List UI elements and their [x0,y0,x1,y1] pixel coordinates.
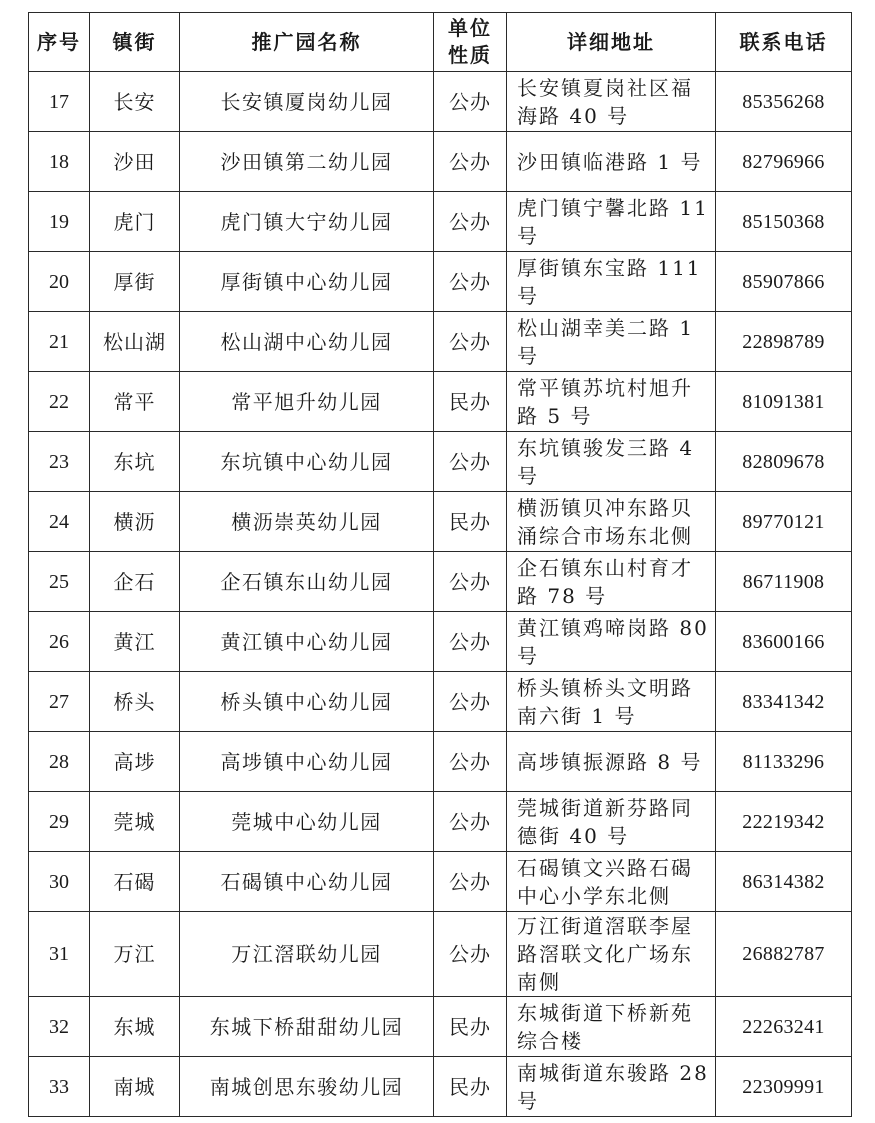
row-number: 26 [29,612,90,672]
header-type-line1: 单位 [448,16,492,40]
header-no: 序号 [29,13,90,72]
address-cell: 松山湖幸美二路 1 号 [507,312,716,372]
type-cell: 民办 [434,1057,507,1117]
table-row [29,732,852,792]
row-number: 32 [29,997,90,1057]
table-row [29,312,852,372]
town-cell: 南城 [90,1057,180,1117]
header-phone: 联系电话 [716,13,852,72]
town-cell: 高埗 [90,732,180,792]
table-header [29,13,852,72]
town-cell: 莞城 [90,792,180,852]
kindergarten-name-cell: 东城下桥甜甜幼儿园 [180,997,434,1057]
town-cell: 企石 [90,552,180,612]
address-cell: 桥头镇桥头文明路南六街 1 号 [507,672,716,732]
address-cell: 横沥镇贝冲东路贝涌综合市场东北侧 [507,492,716,552]
type-cell: 公办 [434,252,507,312]
type-cell: 公办 [434,912,507,997]
table-row [29,372,852,432]
town-cell: 长安 [90,72,180,132]
row-number: 25 [29,552,90,612]
row-number: 17 [29,72,90,132]
town-cell: 厚街 [90,252,180,312]
row-number: 30 [29,852,90,912]
header-type-line2: 性质 [448,43,492,67]
town-cell: 东城 [90,997,180,1057]
kindergarten-name-cell: 石碣镇中心幼儿园 [180,852,434,912]
table-row [29,852,852,912]
table-row [29,492,852,552]
type-cell: 公办 [434,312,507,372]
kindergarten-name-cell: 长安镇厦岗幼儿园 [180,72,434,132]
type-cell: 公办 [434,132,507,192]
row-number: 24 [29,492,90,552]
address-cell: 南城街道东骏路 28 号 [507,1057,716,1117]
kindergarten-name-cell: 东坑镇中心幼儿园 [180,432,434,492]
town-cell: 桥头 [90,672,180,732]
town-cell: 黄江 [90,612,180,672]
table-row [29,672,852,732]
address-cell: 黄江镇鸡啼岗路 80 号 [507,612,716,672]
row-number: 19 [29,192,90,252]
phone-cell: 22309991 [716,1057,852,1117]
type-cell: 公办 [434,612,507,672]
kindergarten-name-cell: 企石镇东山幼儿园 [180,552,434,612]
table-row [29,612,852,672]
header-name: 推广园名称 [180,13,434,72]
town-cell: 万江 [90,912,180,997]
kindergarten-name-cell: 厚街镇中心幼儿园 [180,252,434,312]
kindergarten-name-cell: 黄江镇中心幼儿园 [180,612,434,672]
table-row [29,192,852,252]
phone-cell: 85907866 [716,252,852,312]
table-row [29,912,852,997]
address-cell: 万江街道滘联李屋路滘联文化广场东南侧 [507,912,716,997]
row-number: 29 [29,792,90,852]
phone-cell: 86711908 [716,552,852,612]
phone-cell: 82809678 [716,432,852,492]
phone-cell: 26882787 [716,912,852,997]
phone-cell: 81133296 [716,732,852,792]
table-row [29,252,852,312]
address-cell: 常平镇苏坑村旭升路 5 号 [507,372,716,432]
town-cell: 常平 [90,372,180,432]
table-row [29,552,852,612]
kindergarten-name-cell: 南城创思东骏幼儿园 [180,1057,434,1117]
header-row [29,13,852,72]
table-row [29,997,852,1057]
type-cell: 公办 [434,432,507,492]
phone-cell: 82796966 [716,132,852,192]
address-cell: 沙田镇临港路 1 号 [507,132,716,192]
type-cell: 公办 [434,732,507,792]
type-cell: 民办 [434,492,507,552]
kindergarten-name-cell: 高埗镇中心幼儿园 [180,732,434,792]
type-cell: 公办 [434,552,507,612]
header-address: 详细地址 [507,13,716,72]
row-number: 20 [29,252,90,312]
phone-cell: 22898789 [716,312,852,372]
town-cell: 沙田 [90,132,180,192]
address-cell: 虎门镇宁馨北路 11 号 [507,192,716,252]
row-number: 27 [29,672,90,732]
kindergarten-name-cell: 万江滘联幼儿园 [180,912,434,997]
table-row [29,132,852,192]
address-cell: 东城街道下桥新苑综合楼 [507,997,716,1057]
kindergarten-name-cell: 沙田镇第二幼儿园 [180,132,434,192]
phone-cell: 85150368 [716,192,852,252]
phone-cell: 83341342 [716,672,852,732]
town-cell: 横沥 [90,492,180,552]
kindergarten-name-cell: 莞城中心幼儿园 [180,792,434,852]
type-cell: 公办 [434,192,507,252]
town-cell: 松山湖 [90,312,180,372]
address-cell: 石碣镇文兴路石碣中心小学东北侧 [507,852,716,912]
phone-cell: 85356268 [716,72,852,132]
row-number: 21 [29,312,90,372]
phone-cell: 83600166 [716,612,852,672]
type-cell: 民办 [434,372,507,432]
row-number: 31 [29,912,90,997]
town-cell: 石碣 [90,852,180,912]
address-cell: 厚街镇东宝路 111 号 [507,252,716,312]
row-number: 33 [29,1057,90,1117]
kindergarten-name-cell: 虎门镇大宁幼儿园 [180,192,434,252]
address-cell: 莞城街道新芬路同德街 40 号 [507,792,716,852]
header-town: 镇街 [90,13,180,72]
type-cell: 公办 [434,852,507,912]
table-row [29,432,852,492]
kindergarten-name-cell: 横沥崇英幼儿园 [180,492,434,552]
address-cell: 企石镇东山村育才路 78 号 [507,552,716,612]
kindergarten-table [28,12,852,1117]
table-body [29,72,852,1117]
kindergarten-name-cell: 松山湖中心幼儿园 [180,312,434,372]
type-cell: 公办 [434,672,507,732]
kindergarten-name-cell: 桥头镇中心幼儿园 [180,672,434,732]
phone-cell: 86314382 [716,852,852,912]
table-row [29,792,852,852]
row-number: 23 [29,432,90,492]
phone-cell: 22263241 [716,997,852,1057]
type-cell: 民办 [434,997,507,1057]
header-type [434,13,507,72]
phone-cell: 89770121 [716,492,852,552]
row-number: 18 [29,132,90,192]
town-cell: 东坑 [90,432,180,492]
address-cell: 东坑镇骏发三路 4 号 [507,432,716,492]
row-number: 22 [29,372,90,432]
town-cell: 虎门 [90,192,180,252]
phone-cell: 81091381 [716,372,852,432]
type-cell: 公办 [434,792,507,852]
row-number: 28 [29,732,90,792]
type-cell: 公办 [434,72,507,132]
table-row [29,1057,852,1117]
address-cell: 长安镇夏岗社区福海路 40 号 [507,72,716,132]
phone-cell: 22219342 [716,792,852,852]
table-row [29,72,852,132]
kindergarten-name-cell: 常平旭升幼儿园 [180,372,434,432]
address-cell: 高埗镇振源路 8 号 [507,732,716,792]
